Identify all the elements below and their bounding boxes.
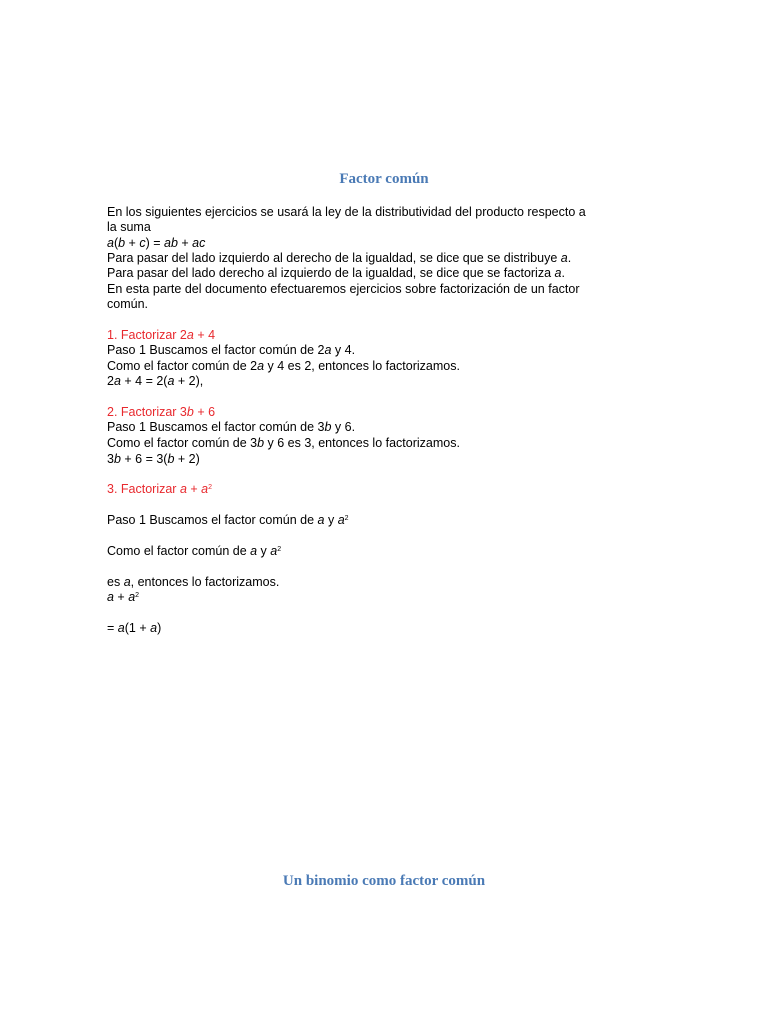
exercise-1-step: Paso 1 Buscamos el factor común de 2a y 4.: [107, 343, 356, 357]
exercise-3-expression: $a + a^2$: [107, 590, 140, 604]
page-title: Factor común: [339, 171, 429, 187]
intro-line: común.: [107, 297, 148, 311]
intro-line: En los siguientes ejercicios se usará la ley de la distributividad del producto respecto a: [107, 205, 586, 219]
exercise-1-result: 2a + 4 = 2(a + 2),: [107, 374, 204, 388]
exercise-2-result: 3b + 6 = 3(b + 2): [107, 452, 200, 466]
exercise-1-common: Como el factor común de 2a y 4 es 2, entonces lo factorizamos.: [107, 359, 460, 373]
exercise-2-title: 2. Factorizar 3b + 6: [107, 405, 216, 419]
distributive-formula: a(b + c) = ab + ac: [107, 236, 206, 250]
intro-line: Para pasar del lado derecho al izquierdo de la igualdad, se dice que se factoriza a.: [107, 266, 565, 280]
exercise-3-step: Paso 1 Buscamos el factor común de a y $a^2$: [107, 513, 349, 527]
exercise-2-step: Paso 1 Buscamos el factor común de 3b y 6.: [107, 420, 356, 434]
intro-line: la suma: [107, 220, 151, 234]
exercise-3-result: = a(1 + a): [107, 621, 162, 635]
exercise-3-common: Como el factor común de a y $a^2$: [107, 544, 282, 558]
exercise-1-title: 1. Factorizar 2a + 4: [107, 328, 216, 342]
section-title: Un binomio como factor común: [282, 873, 486, 889]
intro-line: En esta parte del documento efectuaremos ejercicios sobre factorización de un factor: [107, 282, 580, 296]
exercise-3-title: 3. Factorizar $a + a^2$: [107, 482, 212, 496]
exercise-2-common: Como el factor común de 3b y 6 es 3, entonces lo factorizamos.: [107, 436, 460, 450]
intro-line: Para pasar del lado izquierdo al derecho de la igualdad, se dice que se distribuye a.: [107, 251, 572, 265]
exercise-3-factor-line: es a, entonces lo factorizamos.: [107, 575, 280, 589]
